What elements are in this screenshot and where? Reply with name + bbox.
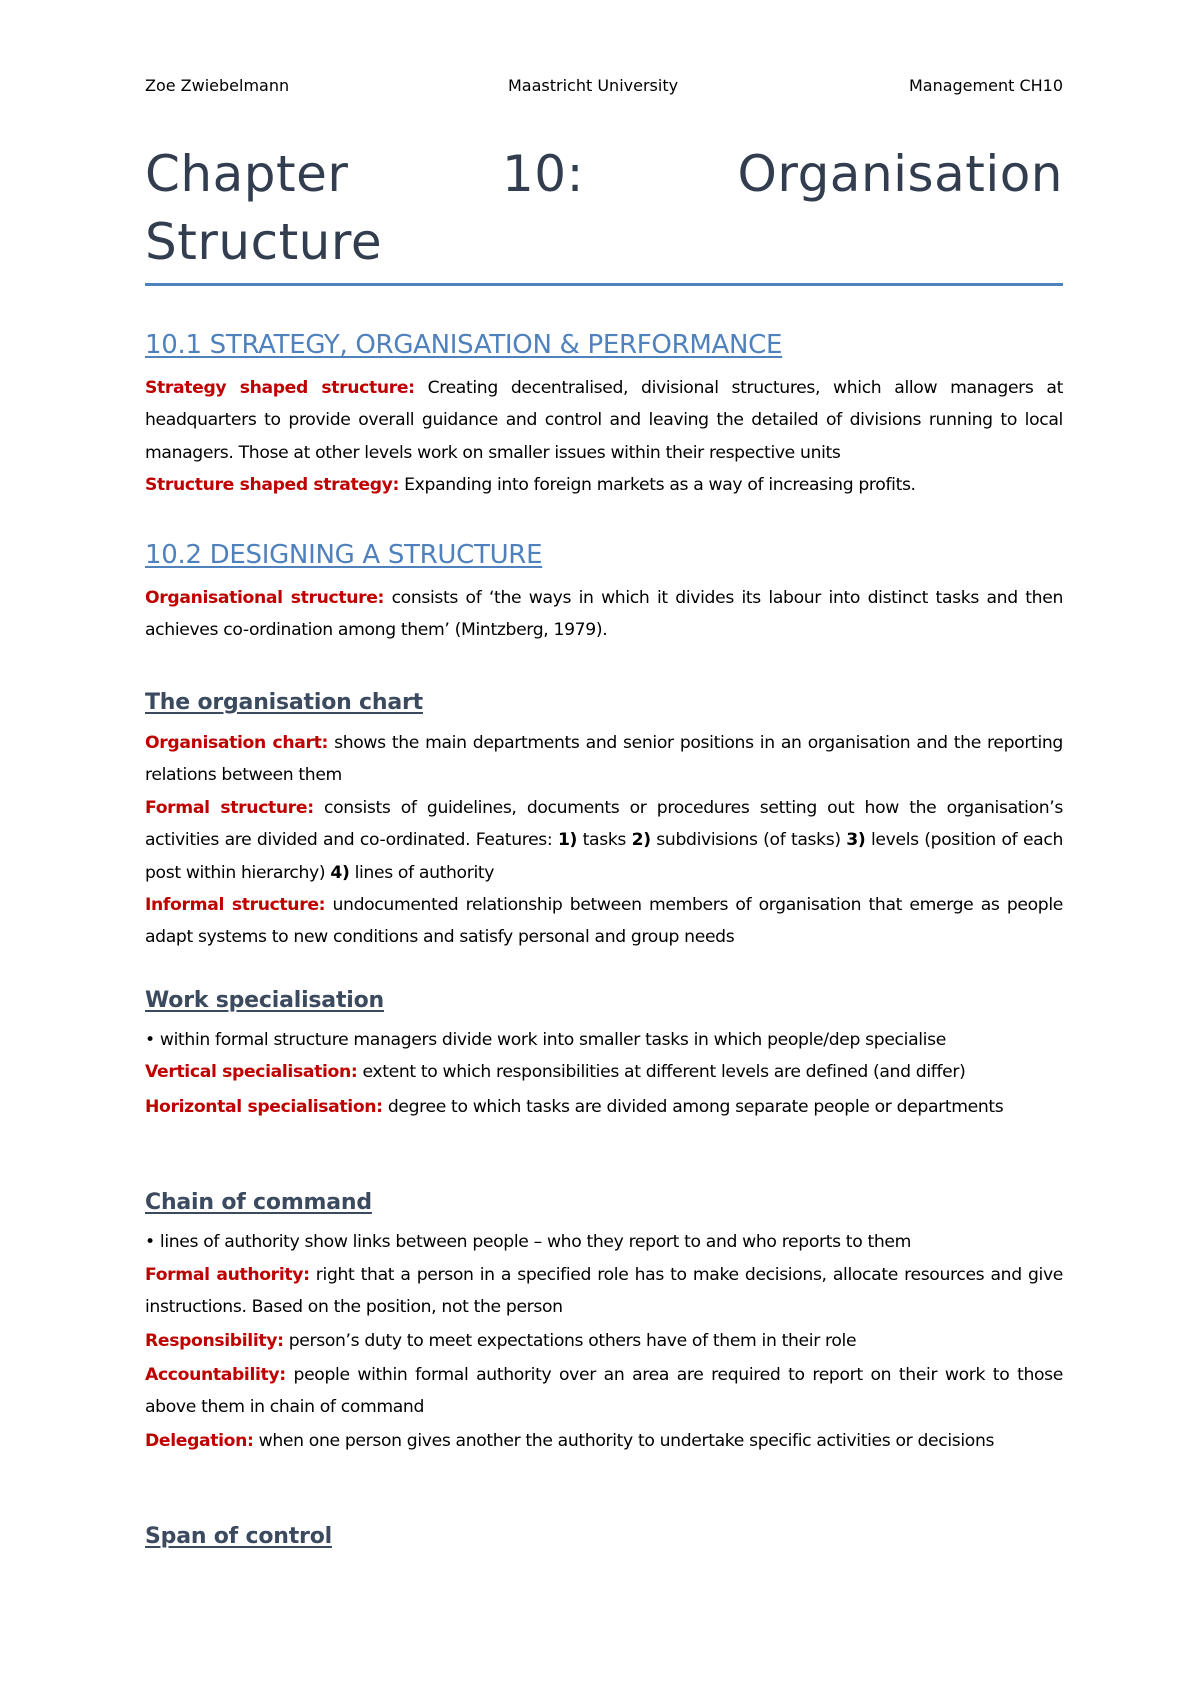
paragraph-vertical-specialisation [145,1056,1063,1088]
title-divider [145,283,1063,286]
definition-structure-shaped-strategy: Expanding into foreign markets as a way of increasing profits. [399,475,916,495]
term-informal-structure: Informal structure: [145,895,326,915]
term-vertical-specialisation: Vertical specialisation: [145,1062,358,1082]
feature-number-3: 3) [846,830,866,851]
paragraph-horizontal-specialisation [145,1091,1063,1123]
term-formal-structure: Formal structure: [145,798,314,818]
definition-delegation: when one person gives another the authority to undertake specific activities or decisions [253,1431,995,1451]
title-word-number: 10: [501,145,584,203]
term-strategy-shaped-structure: Strategy shaped structure: [145,378,415,398]
document-title [145,140,1063,276]
paragraph-informal-structure [145,889,1063,954]
subheading-span-of-control: Span of control [145,1524,332,1549]
paragraph-structure-shaped-strategy [145,469,1063,501]
term-accountability: Accountability: [145,1365,286,1385]
definition-strategy-shaped-structure: Creating decentralised, divisional structures, which allow managers at headquarters to provide overall guidance and control and leaving the detailed of divisions running to local managers. Those at other levels work on smaller issues within their respective units [145,378,1063,463]
paragraph-accountability [145,1359,1063,1424]
paragraph-formal-structure [145,792,1063,889]
page-header [145,76,1063,100]
subheading-work-specialisation: Work specialisation [145,988,384,1013]
paragraph-delegation [145,1425,1063,1457]
feature-text-4: lines of authority [349,862,495,883]
header-author: Zoe Zwiebelmann [145,76,290,95]
title-word-structure: Structure [145,213,383,271]
paragraph-strategy-shaped-structure [145,372,1063,469]
bullet-work-specialisation: • within formal structure managers divide work into smaller tasks in which people/dep specialise [145,1030,946,1050]
section-heading-10-2: 10.2 DESIGNING A STRUCTURE [145,540,543,570]
feature-text-2: subdivisions (of tasks) [650,830,847,851]
definition-organisational-structure: consists of ‘the ways in which it divides its labour into distinct tasks and then achieves co-ordination among them’ (Mintzberg, 1979). [145,588,1063,641]
term-delegation: Delegation: [145,1431,254,1451]
subheading-chain-of-command: Chain of command [145,1190,372,1215]
header-course: Management CH10 [908,76,1063,95]
paragraph-organisational-structure [145,582,1063,647]
subheading-organisation-chart: The organisation chart [145,690,423,715]
term-organisational-structure: Organisational structure: [145,588,385,608]
term-organisation-chart: Organisation chart: [145,733,329,753]
definition-horizontal-specialisation: degree to which tasks are divided among separate people or departments [382,1097,1004,1117]
feature-text-3: levels (position of each post within hierarchy) [145,830,1064,883]
paragraph-formal-authority [145,1259,1063,1324]
section-heading-10-1: 10.1 STRATEGY, ORGANISATION & PERFORMANCE [145,330,783,360]
term-horizontal-specialisation: Horizontal specialisation: [145,1097,383,1117]
paragraph-responsibility [145,1325,1063,1357]
feature-number-1: 1) [557,830,578,851]
term-formal-authority: Formal authority: [145,1265,310,1285]
bullet-chain-of-command: • lines of authority show links between people – who they report to and who reports to them [145,1232,912,1252]
definition-organisation-chart: shows the main departments and senior positions in an organisation and the reporting relations between them [145,733,1063,786]
feature-text-1: tasks [577,830,632,851]
definition-informal-structure: undocumented relationship between members of organisation that emerge as people adapt systems to new conditions and satisfy personal and group needs [145,895,1063,948]
definition-vertical-specialisation: extent to which responsibilities at different levels are defined (and differ) [357,1062,966,1082]
definition-formal-authority: right that a person in a specified role has to make decisions, allocate resources and give instructions. Based on the position, not the person [145,1265,1063,1318]
title-word-chapter: Chapter [145,145,349,203]
title-word-organisation: Organisation [737,145,1063,203]
paragraph-organisation-chart [145,727,1063,792]
feature-number-4: 4) [330,862,350,883]
term-responsibility: Responsibility: [145,1331,284,1351]
feature-number-2: 2) [631,830,651,851]
definition-formal-structure: consists of guidelines, documents or procedures setting out how the organisation’s activities are divided and co-ordinated. Features: [145,798,1064,851]
header-university: Maastricht University [508,76,679,95]
definition-accountability: people within formal authority over an area are required to report on their work to those above them in chain of command [145,1365,1063,1418]
definition-responsibility: person’s duty to meet expectations others have of them in their role [283,1331,857,1351]
term-structure-shaped-strategy: Structure shaped strategy: [145,475,400,495]
